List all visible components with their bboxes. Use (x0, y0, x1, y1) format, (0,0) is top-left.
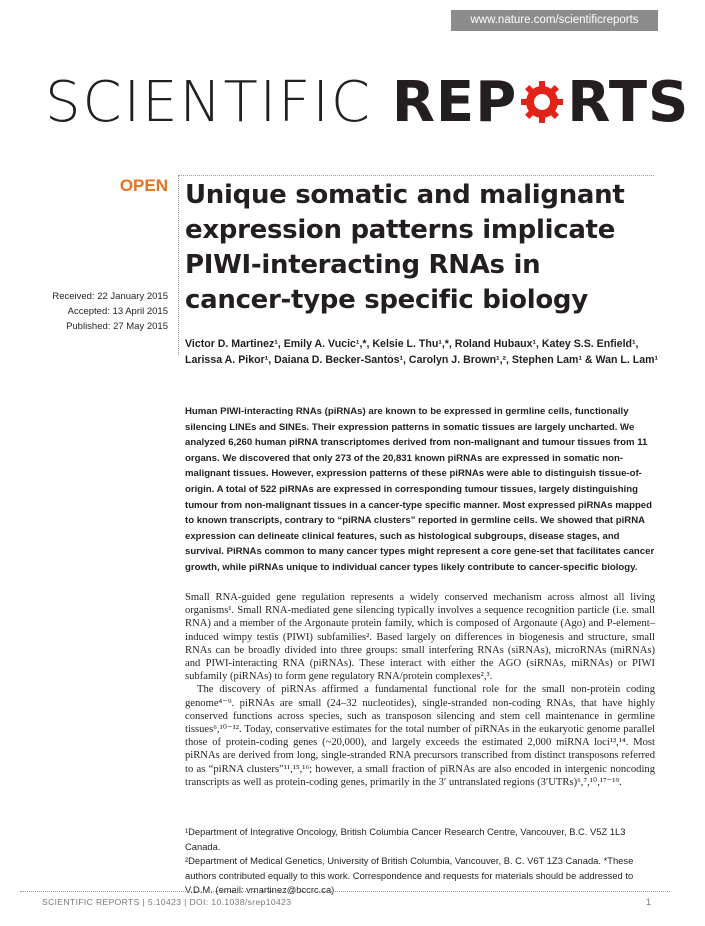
published-date: Published: 27 May 2015 (66, 321, 168, 332)
footnote-affiliation-1: ¹Department of Integrative Oncology, British Columbia Cancer Research Centre, Vancouver, B.C. V5Z 1L3 Canada. (185, 826, 626, 852)
body-text (185, 591, 655, 789)
affiliations (185, 825, 660, 898)
body-paragraph: The discovery of piRNAs affirmed a fundamental functional role for the small non-protein coding genome⁴⁻⁹. piRNAs are small (24–32 nucleotides), single-stranded non-coding RNAs, that have highly conserved functions across species, such as transposon silencing and stem cell maintenance in germline tissues⁶,¹⁰⁻¹². Today, conservative estimates for the total number of piRNAs in the eukaryotic genome parallel those of protein-coding genes (~20,000), and largely exceeds the estimated 2,000 miRNA loci¹³,¹⁴. Most piRNAs are derived from long, single-stranded RNA precursors transcribed from distinct transposons referred to as “piRNA clusters”¹¹,¹⁵,¹⁶; however, a small fraction of piRNAs are also encoded in intergenic noncoding transcripts as well as protein-coding genes, primarily in the 3′ untranslated regions (3′UTRs)⁶,⁷,¹⁰,¹⁷⁻¹⁹. (185, 684, 655, 788)
abstract: Human PIWI-interacting RNAs (piRNAs) are known to be expressed in germline cells, functionally silencing LINEs and SINEs. Their expression patterns in somatic tissues are largely uncharted. We analyzed 6,260 human piRNA transcriptomes derived from non-malignant and tumour tissues from 11 organs. We discovered that only 273 of the 20,831 known piRNAs are expressed in somatic non-malignant tissues. However, expression patterns of these piRNAs were able to distinguish tissue-of-origin. A total of 522 piRNAs are expressed in corresponding tumour tissues, largely distinguishing tumour from non-malignant tissues in a cancer-type specific manner. Most expressed piRNAs mapped to known transcripts, contrary to “piRNA clusters” reported in germline cells. We showed that piRNA expression can delineate clinical features, such as histological subgroups, disease stages, and survival. PiRNAs common to many cancer types might represent a core gene-set that facilitates cancer growth, while piRNAs unique to individual cancer types likely contribute to cancer-specific biology. (185, 406, 655, 573)
title-line: expression patterns implicate (185, 215, 616, 245)
journal-url-bar[interactable]: www.nature.com/scientificreports (451, 10, 658, 31)
footnote-affiliation-2: ²Department of Medical Genetics, University of British Columbia, Vancouver, B. C. V6T 1Z3 Canada. *These authors contributed equally to this work. Correspondence and requests for materials should be addressed to V.D.M. (email: vmartinez@bccrc.ca) (185, 855, 634, 895)
title-line: cancer-type specific biology (185, 285, 588, 315)
page-number: 1 (646, 897, 652, 907)
masthead-rts: RTS (567, 70, 690, 135)
masthead-rep: REP (391, 70, 518, 135)
article-title (185, 178, 655, 318)
open-access-badge: OPEN (119, 176, 168, 195)
gear-logo-icon (519, 79, 565, 125)
article-dates (30, 289, 168, 334)
title-line: Unique somatic and malignant (185, 180, 625, 210)
footer-divider (20, 891, 670, 892)
masthead-scientific: SCIENTIFIC (45, 70, 372, 135)
footer-citation: SCIENTIFIC REPORTS | 5:10423 | DOI: 10.1038/srep10423 (42, 897, 292, 907)
body-paragraph: Small RNA-guided gene regulation represents a widely conserved mechanism across almost all living organisms¹. Small RNA-mediated gene silencing typically involves a sequence recognition particle (i.e. small RNA) and a member of the Argonaute protein family, which is composed of Argonaute (Ago) and P-element–induced wimpy testis (PIWI) subfamilies². Based largely on differences in biogenesis and structure, small RNAs can be broadly divided into three groups: small interfering RNAs (siRNAs), microRNAs (miRNAs) and PIWI-interacting RNA (piRNAs). These interact with either the AGO (siRNAs, miRNAs) or PIWI subfamily (piRNAs) to form gene regulatory RNA/protein complexes²,³. (185, 592, 655, 683)
title-line: PIWI-interacting RNAs in (185, 250, 541, 280)
accepted-date: Accepted: 13 April 2015 (67, 306, 168, 317)
title-divider (178, 175, 654, 176)
received-date: Received: 22 January 2015 (52, 291, 168, 302)
author-list: Victor D. Martinez¹, Emily A. Vucic¹,*, Kelsie L. Thu¹,*, Roland Hubaux¹, Katey S.S. Enfield¹, Larissa A. Pikor¹, Daiana D. Becker-Santos¹, Carolyn J. Brown¹,², Stephen Lam¹ & Wan L. Lam¹ (185, 338, 659, 366)
journal-masthead (45, 68, 690, 138)
title-side-divider (178, 175, 179, 355)
